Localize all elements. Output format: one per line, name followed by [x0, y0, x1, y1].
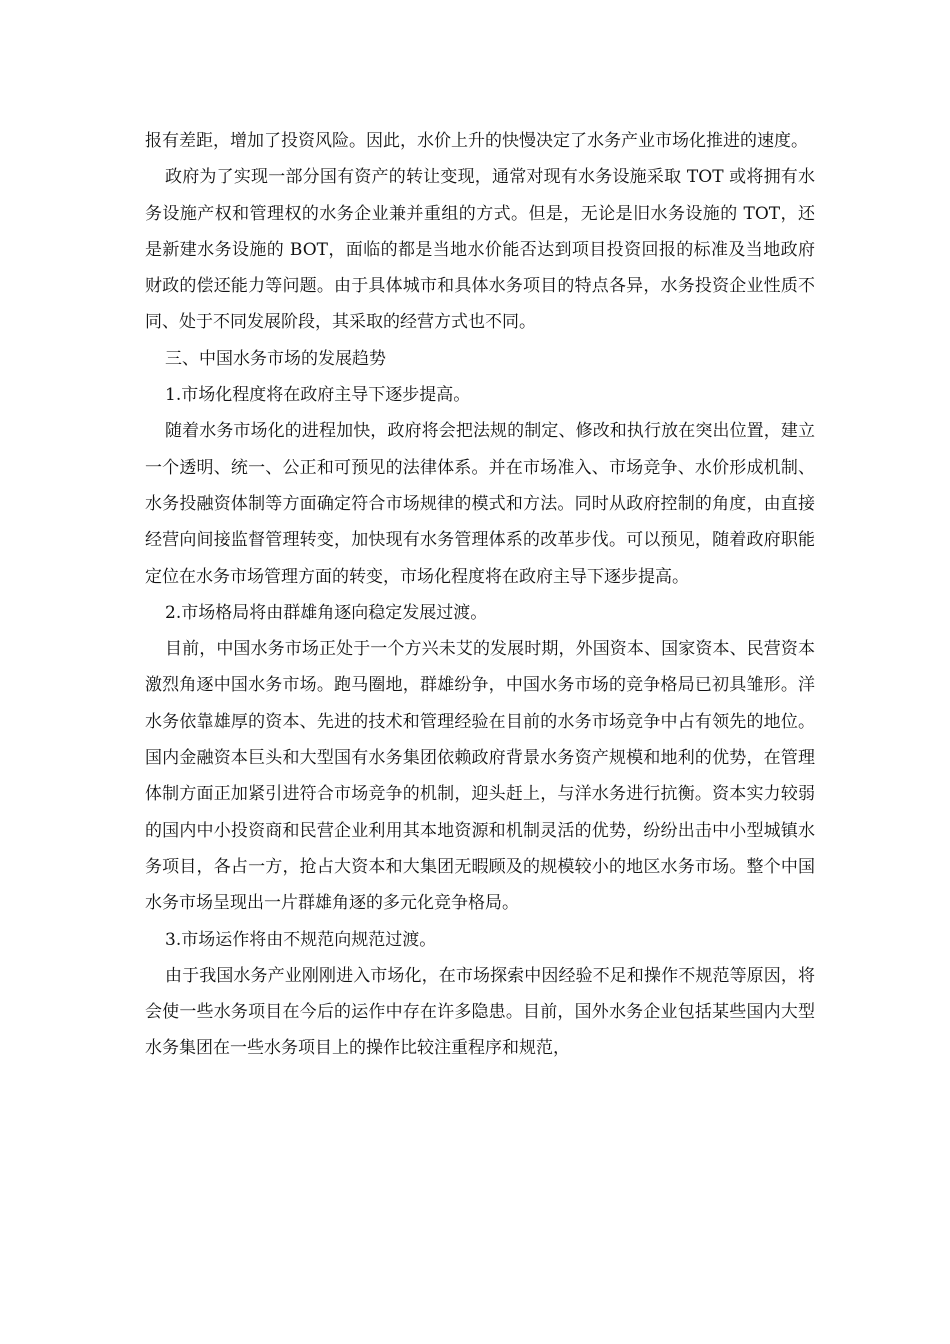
section-heading-trends: 三、中国水务市场的发展趋势: [165, 348, 386, 369]
paragraph-continuation: 报有差距，增加了投资风险。因此，水价上升的快慢决定了水务产业市场化推进的速度。: [145, 131, 808, 151]
subheading-2: 2.市场格局将由群雄角逐向稳定发展过渡。: [165, 602, 488, 623]
paragraph-market-structure: 目前，中国水务市场正处于一个方兴未艾的发展时期，外国资本、国家资本、民营资本激烈角逐中国水务市场。跑马圈地，群雄纷争，中国水务市场的竞争格局已初具雏形。洋水务依靠雄厚的资本、先进的技术和管理经验在目前的水务市场竞争中占有领先的地位。国内金融资本巨头和大型国有水务集团依赖政府背景水务资产规模和地利的优势，在管理体制方面正加紧引进符合市场竞争的机制，迎头赶上，与洋水务进行抗衡。资本实力较弱的国内中小投资商和民营企业利用其本地资源和机制灵活的优势，纷纷出击中小型城镇水务项目，各占一方，抢占大资本和大集团无暇顾及的规模较小的地区水务市场。整个中国水务市场呈现出一片群雄角逐的多元化竞争格局。: [145, 639, 815, 914]
document-body: [145, 123, 815, 1067]
paragraph-tot-bot: 政府为了实现一部分国有资产的转让变现，通常对现有水务设施采取 TOT 或将拥有水务设施产权和管理权的水务企业兼并重组的方式。但是，无论是旧水务设施的 TOT，还是新建水务设施的 BOT，面临的都是当地水价能否达到项目投资回报的标准及当地政府财政的偿还能力等问题。由于具体城市和具体水务项目的特点各异，水务投资企业性质不同、处于不同发展阶段，其采取的经营方式也不同。: [145, 167, 815, 333]
paragraph-market-operation: 由于我国水务产业刚刚进入市场化，在市场探索中因经验不足和操作不规范等原因，将会使一些水务项目在今后的运作中存在许多隐患。目前，国外水务企业包括某些国内大型水务集团在一些水务项目上的操作比较注重程序和规范，: [145, 965, 815, 1059]
subheading-3: 3.市场运作将由不规范向规范过渡。: [165, 929, 437, 950]
paragraph-marketization: 随着水务市场化的进程加快，政府将会把法规的制定、修改和执行放在突出位置，建立一个透明、统一、公正和可预见的法律体系。并在市场准入、市场竞争、水价形成机制、水务投融资体制等方面确定符合市场规律的模式和方法。同时从政府控制的角度，由直接经营向间接监督管理转变，加快现有水务管理体系的改革步伐。可以预见，随着政府职能定位在水务市场管理方面的转变，市场化程度将在政府主导下逐步提高。: [145, 421, 815, 587]
subheading-1: 1.市场化程度将在政府主导下逐步提高。: [165, 385, 471, 406]
